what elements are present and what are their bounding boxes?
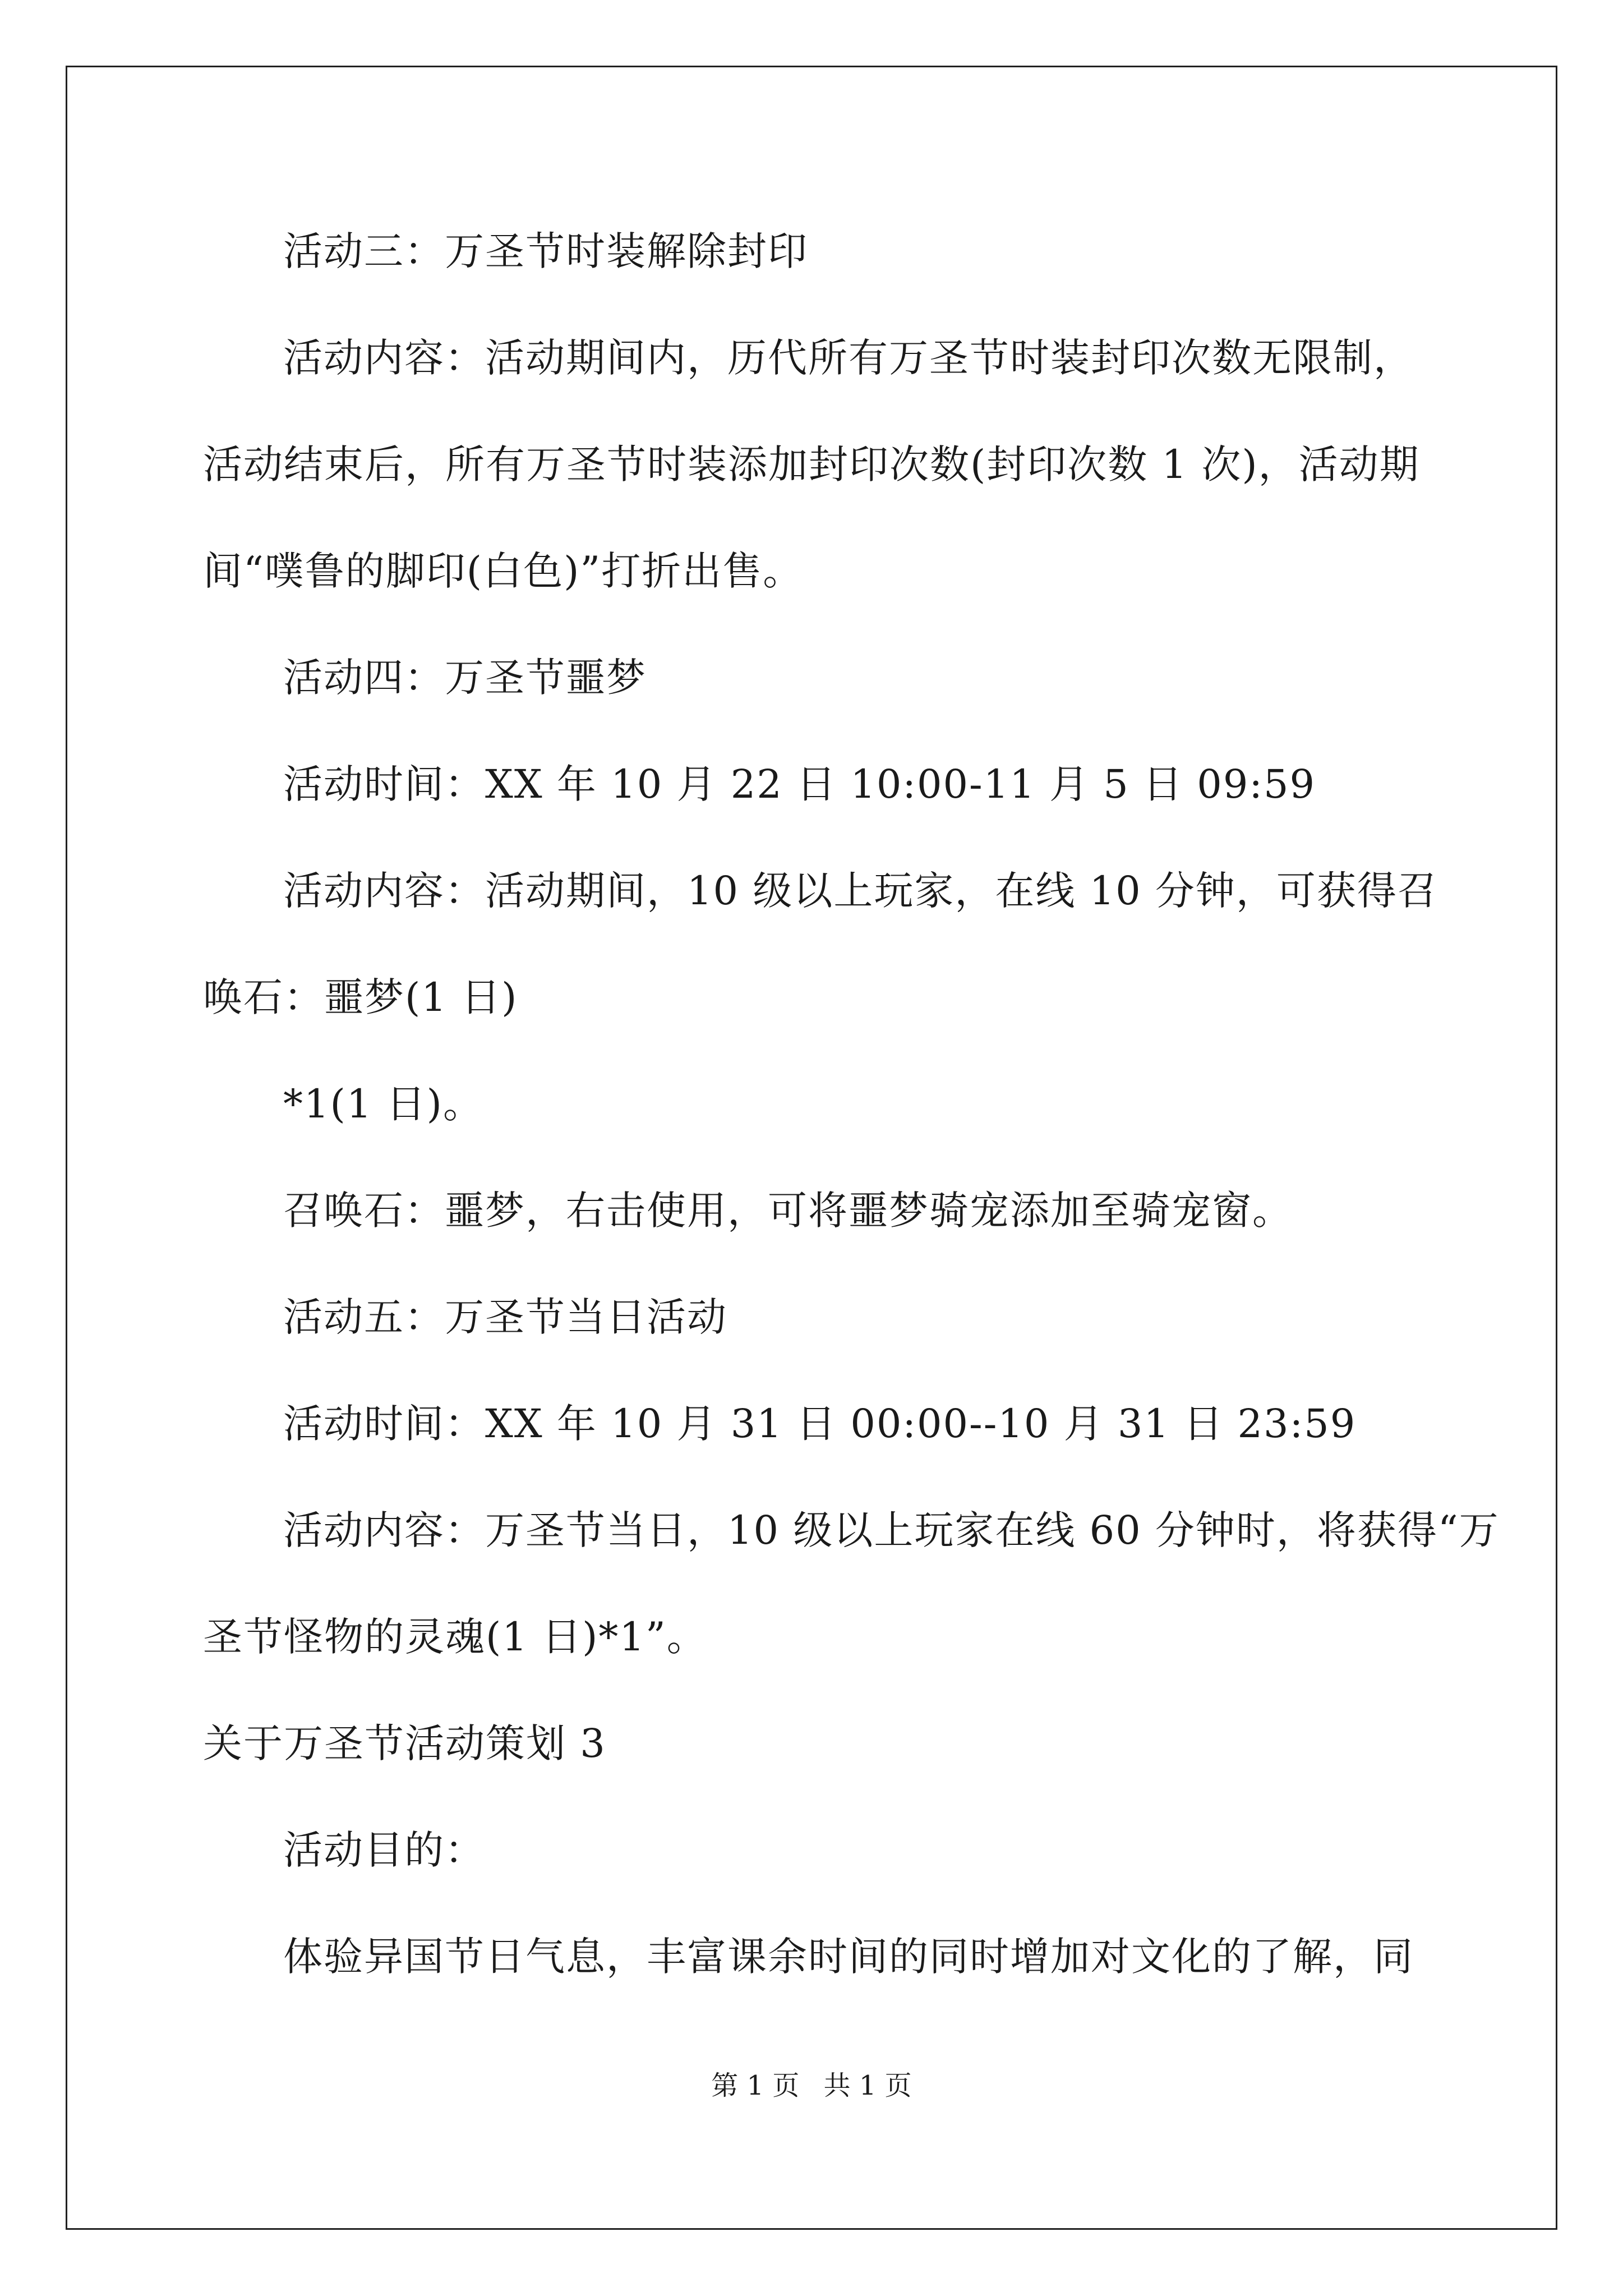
- paragraph-line: 唤石：噩梦(1 日): [203, 974, 518, 1020]
- activity-time-line: 活动时间：XX 年 10 月 22 日 10:00-11 月 5 日 09:59: [283, 761, 1316, 807]
- paragraph-line: 召唤石：噩梦，右击使用，可将噩梦骑宠添加至骑宠窗。: [283, 1188, 1293, 1234]
- heading-activity-three: 活动三：万圣节时装解除封印: [283, 228, 808, 274]
- subheading-purpose: 活动目的：: [283, 1827, 485, 1873]
- heading-activity-four: 活动四：万圣节噩梦: [283, 655, 647, 701]
- paragraph-line: 间“噗鲁的脚印(白色)”打折出售。: [203, 548, 804, 594]
- page-number-total: 共 1 页: [823, 2070, 912, 2101]
- paragraph-line: 活动内容：活动期间内，历代所有万圣节时装封印次数无限制，: [283, 335, 1414, 381]
- paragraph-line: *1(1 日)。: [283, 1081, 483, 1127]
- paragraph-line: 活动内容：活动期间，10 级以上玩家，在线 10 分钟，可获得召: [283, 868, 1438, 914]
- section-title: 关于万圣节活动策划 3: [203, 1720, 606, 1766]
- paragraph-line: 体验异国节日气息，丰富课余时间的同时增加对文化的了解，同: [283, 1934, 1414, 1980]
- paragraph-line: 活动内容：万圣节当日，10 级以上玩家在线 60 分钟时，将获得“万: [283, 1507, 1500, 1553]
- activity-time-line: 活动时间：XX 年 10 月 31 日 00:00--10 月 31 日 23:59: [283, 1401, 1357, 1447]
- heading-activity-five: 活动五：万圣节当日活动: [283, 1294, 727, 1340]
- page-number-current: 第 1 页: [711, 2070, 800, 2101]
- paragraph-line: 圣节怪物的灵魂(1 日)*1”。: [203, 1614, 707, 1660]
- paragraph-line: 活动结束后，所有万圣节时装添加封印次数(封印次数 1 次)，活动期: [203, 441, 1420, 487]
- page-border: [66, 66, 1557, 2230]
- page-footer: [0, 2069, 1623, 2102]
